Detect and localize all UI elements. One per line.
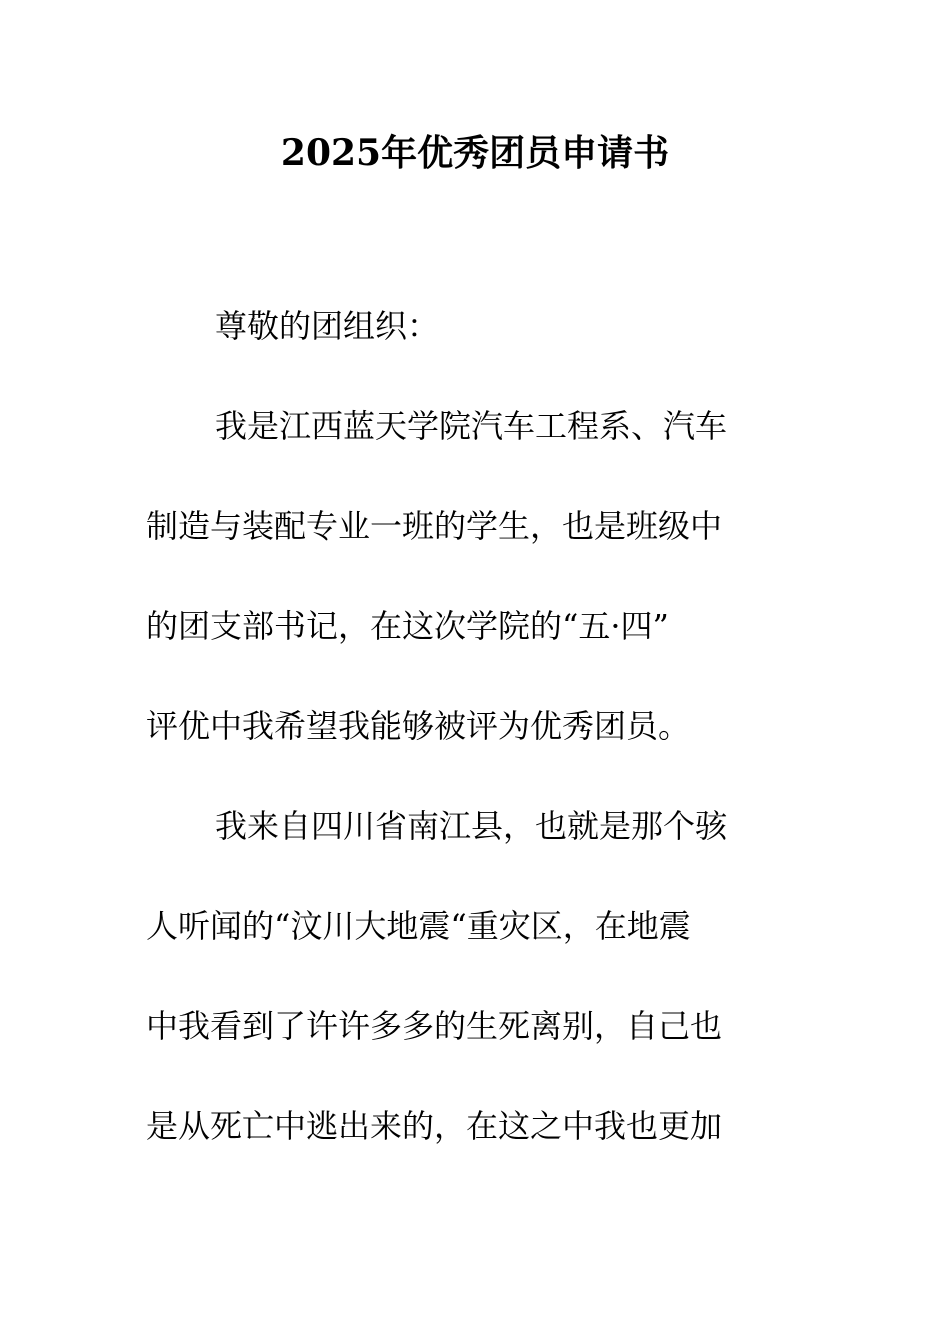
paragraph-line: 评优中我希望我能够被评为优秀团员。 xyxy=(146,707,691,745)
paragraph-line: 我是江西蓝天学院汽车工程系、汽车 xyxy=(215,407,728,445)
paragraph-line: 中我看到了许许多多的生死离别，自己也 xyxy=(146,1007,723,1045)
paragraph-line: 是从死亡中逃出来的，在这之中我也更加 xyxy=(146,1107,723,1145)
paragraph-line: 我来自四川省南江县，也就是那个骇 xyxy=(215,807,728,845)
salutation-line: 尊敬的团组织： xyxy=(215,307,440,345)
paragraph-line: 人听闻的“汶川大地震“重灾区，在地震 xyxy=(146,907,691,945)
document-title: 2025年优秀团员申请书 xyxy=(280,132,670,174)
paragraph-line: 制造与装配专业一班的学生，也是班级中 xyxy=(146,507,723,545)
paragraph-line: 的团支部书记，在这次学院的“五·四” xyxy=(146,607,669,645)
